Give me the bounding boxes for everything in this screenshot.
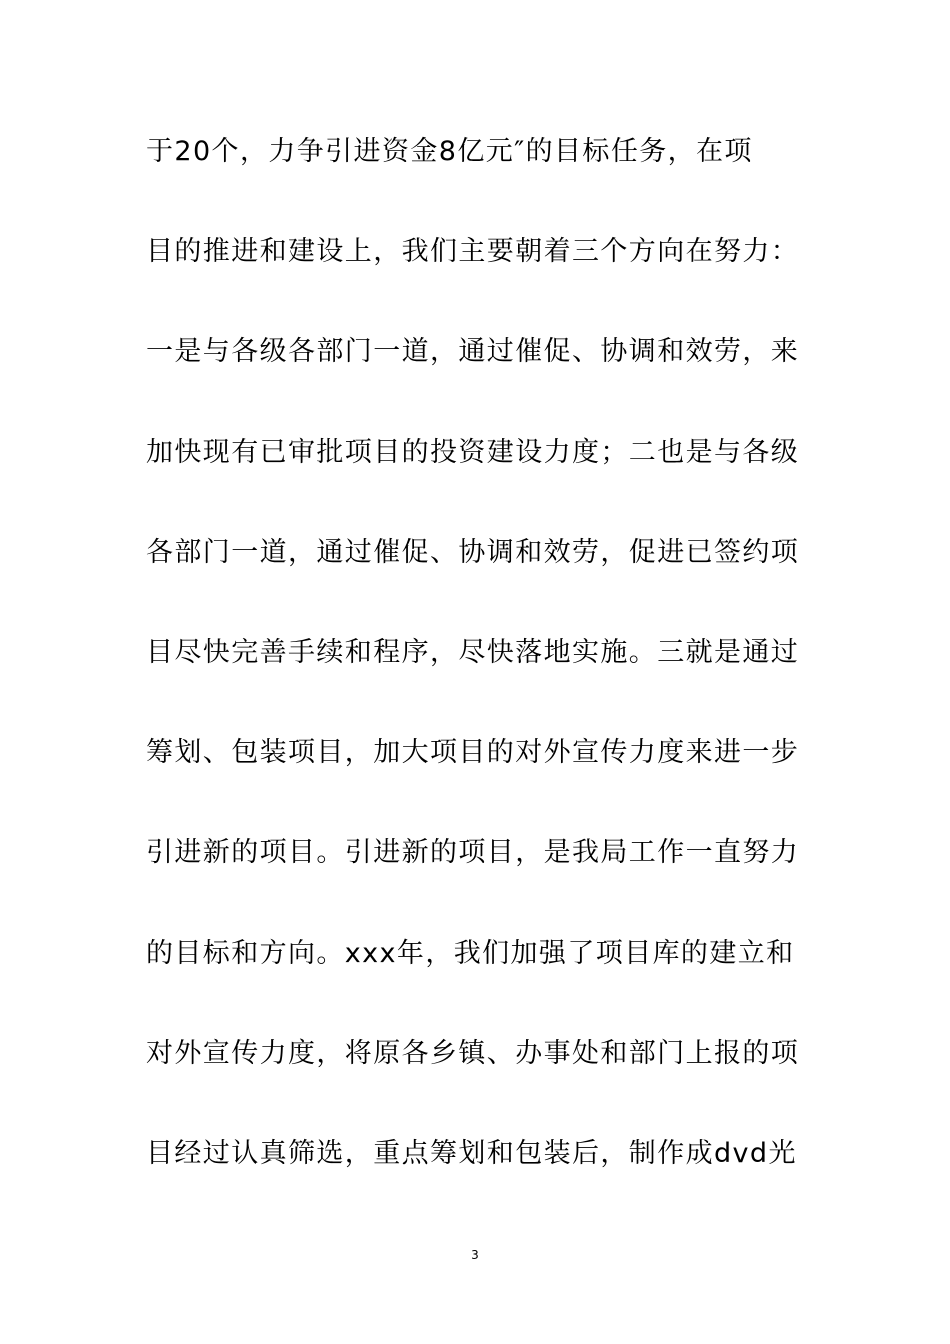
text-line: 的目标和方向。xxx年，我们加强了项目库的建立和 [146, 937, 795, 969]
text-line: 各部门一道，通过催促、协调和效劳，促进已签约项 [146, 536, 800, 568]
text-line: 加快现有已审批项目的投资建设力度；二也是与各级 [146, 436, 800, 468]
text-line: 筹划、包装项目，加大项目的对外宣传力度来进一步 [146, 737, 800, 769]
text-line: 目经过认真筛选，重点筹划和包装后，制作成dvd光 [146, 1137, 797, 1169]
body-text [146, 126, 810, 1228]
text-line: 于20个，力争引进资金8亿元″的目标任务，在项 [146, 136, 753, 167]
text-line: 一是与各级各部门一道，通过催促、协调和效劳，来 [146, 336, 800, 368]
page-number: 3 [471, 1248, 479, 1262]
text-line: 引进新的项目。引进新的项目，是我局工作一直努力 [146, 837, 800, 869]
text-line: 目尽快完善手续和程序，尽快落地实施。三就是通过 [146, 636, 800, 668]
text-line: 目的推进和建设上，我们主要朝着三个方向在努力： [146, 236, 800, 268]
text-line: 对外宣传力度，将原各乡镇、办事处和部门上报的项 [146, 1037, 800, 1069]
